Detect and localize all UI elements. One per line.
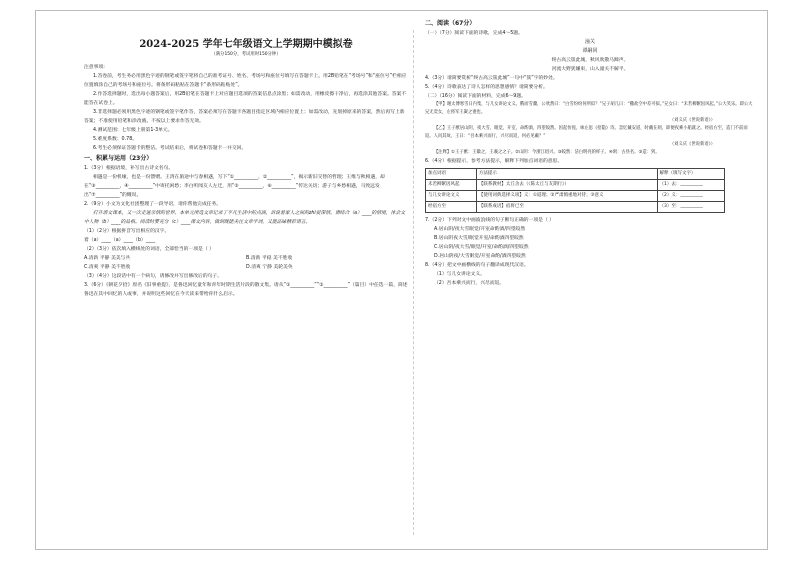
q6-stem: 6.（4分）根据提示，参考方法提示，解释下列加点词语的意思。 — [425, 159, 563, 164]
q2-stem: 2.（9分）小文为文化社团整理了一段导语，请你帮他完成任务。 — [84, 202, 222, 207]
table-header-cell: 解释（填写文字） — [657, 169, 724, 180]
option-b: B.清新 平稳 美不胜收 — [246, 256, 293, 261]
poem-line: 河流大野犹嫌束，山入潼关不解平。 — [551, 67, 629, 72]
part1-heading: 一、积累与运用（23分） — [84, 155, 153, 162]
right-column — [425, 18, 755, 288]
column-divider — [413, 30, 414, 535]
poem-title: 潼关 — [584, 39, 595, 45]
q7-option: A.居山阴/夜大雪眠觉/开室命酌酒/四望皎然 — [434, 227, 526, 232]
option-d: D.清爽 宁静 美轮美奂 — [246, 265, 293, 270]
notice-heading: 注意事项: — [84, 65, 105, 70]
notice-item: 2.作答选择题时，选出每小题答案后，用2B铅笔在答题卡上对应题目选项的答案信息点涂黑；如需改动，用橡皮擦干净后，再选涂其他答案。答案不能答在试卷上。 — [84, 92, 407, 106]
text-yi-source: （刘义庆《世说新语》） — [669, 142, 715, 147]
notice-item: 4.测试范围：七年级上册第1-3单元。 — [93, 128, 173, 133]
exam-title: 2024-2025 学年七年级语文上学期期中模拟卷 — [139, 39, 353, 50]
text-jia-source: （刘义庆《世说新语》） — [669, 118, 715, 123]
q7-option: C.居山阴/夜大雪/眠觉/开室/命酌酒/四望皎然 — [434, 245, 529, 250]
table-cell: 与儿女讲论文义 — [426, 191, 477, 202]
part2-heading: 二、阅读（67分） — [425, 20, 476, 27]
left-column — [84, 18, 408, 299]
table-header-row — [426, 169, 725, 180]
q2-sub1: （1）（2分）根据拼音写出相应的汉字。 — [84, 229, 170, 234]
q7-option: B.居山阴夜大雪/眠觉开室/命酌酒四望皎然 — [434, 236, 524, 241]
q2-options-row2 — [84, 263, 408, 272]
table-header-cell: 加点词语 — [426, 169, 477, 180]
notice-item: 1.答卷前，考生务必用黑色字迹的钢笔或签字笔将自己的准考证号、姓名、考场号和座位号填写在答题卡上。用2B铅笔在“考场号”和“座位号”栏相应位置填涂自己的考场号和座位号。将条形码粘贴在答题卡“条形码粘贴处”。 — [84, 74, 407, 88]
table-cell: 【联系教材】太丘舍去（《陈太丘与友期行》） — [476, 180, 657, 191]
sec1-heading: （一）（7分）阅读下面的诗歌，完成4～5题。 — [425, 31, 523, 36]
q4-stem: 4.（3分）请简要赏析“终古高云簇此城”一句中“簇”字的妙处。 — [425, 76, 558, 81]
q7-option: D.居山阴夜/大雪眠觉/开室命酌/酒四望皎然 — [434, 254, 526, 259]
sec2-heading: （二）（16分）阅读下面的材料，完成6～9题。 — [425, 94, 526, 99]
table-cell: （2）义：__________ — [657, 191, 724, 202]
q5-stem: 5.（4分）诗歌表达了诗人怎样的思想感情？请简要分析。 — [425, 85, 548, 90]
method-table — [425, 168, 725, 213]
q2-sub1-blanks: 着（a）____（a）____（b）____ — [84, 238, 156, 243]
table-cell: （1）去：__________ — [657, 180, 724, 191]
option-c: C.清爽 平静 美不胜收 — [84, 265, 131, 270]
q3-stem: 3.（6分）《朝花夕拾》原名《旧事重提》，是鲁迅回忆童年和青年时期生活片段的散文集。请从“①__________”“②__________”（篇目）中任选一篇，简述鲁迅在其中回忆的人或事，并说明这些回忆在今天读来带给你什么启示。 — [84, 283, 408, 297]
table-cell: 经宿方至 — [426, 202, 477, 213]
notice-item: 5.难度系数：0.78。 — [93, 137, 138, 142]
text-yi: 【乙】王子猷居山阴，夜大雪，眠觉，开室，命酌酒，四望皎然。因起彷徨，咏左思《招隐》诗。忽忆戴安道，时戴在剡，即便夜乘小船就之。经宿方至，造门不前而返。人问其故，王曰：“吾本乘兴而行，兴尽而返，何必见戴？” — [425, 126, 748, 139]
annotation-note: 【注释】①王子猷：王徽之，王羲之之子。②山阴：今浙江绍兴。③皎然：洁白明亮的样子。④剡：古县名。⑤造：到。 — [434, 150, 660, 155]
q8-item: （1）与儿女讲论文义。 — [434, 272, 486, 277]
poem-author: 谭嗣同 — [582, 48, 598, 54]
q2-options-row1 — [84, 254, 408, 263]
table-row — [426, 202, 725, 213]
exam-subtitle: （满分150分，考试用时150分钟） — [211, 52, 281, 57]
poem-line: 终古高云簇此城，秋风吹散马蹄声。 — [551, 58, 629, 63]
q2-sub2: （2）（3分）依次填入横线处的词语，全部恰当的一项是（ ） — [84, 247, 214, 252]
table-cell: 【使用词典选择义项】义：①道理；②严肃慎重地对待；③意义 — [476, 191, 657, 202]
notice-item: 3.非选择题必须用黑色字迹的钢笔或签字笔作答，答案必须写在答题卡各题目指定区域内相应位置上；如需改动，先划掉原来的答案，然后再写上新答案；不准使用铅笔和涂改液。不按以上要求作答无效。 — [84, 110, 405, 124]
q7-stem: 7.（2分）下列对文中画波浪线的句子断句正确的一项是（ ） — [425, 218, 555, 223]
table-cell: 【联系成语】宿将已至 — [476, 202, 657, 213]
text-jia: 【甲】谢太傅寒雪日内集，与儿女讲论文义。俄而雪骤，公欣然曰：“白雪纷纷何所似？”兄子胡儿曰：“撒盐空中差可拟。”兄女曰：“未若柳絮因风起。”公大笑乐。即公大兄无奕女，左将军王凝之妻也。 — [425, 102, 753, 115]
table-cell: 未若柳絮因风起 — [426, 180, 477, 191]
table-row — [426, 191, 725, 202]
q1-stem: 1.（3分）根据语境，补写出古诗文名句。 — [84, 166, 174, 171]
option-a: A.清新 平静 美美与共 — [84, 256, 131, 261]
table-cell: （3）至：__________ — [657, 202, 724, 213]
q1-text: 相遇是一份机缘，也是一份馈赠。王湾在旅途中与春相遇，写下“①__________，②__________”，揭示新旧交替的哲理；王维与秋相遇，却在“③__________，④__________”中寄托闲愁；李白听闻友人左迁，用“⑤__________，⑥__________”传达关切；游子与乡愁相遇，马致远发出“⑦__________”的慨叹。 — [84, 175, 385, 198]
q8-item: （2）吾本乘兴而行，兴尽而返。 — [434, 281, 505, 286]
table-header-cell: 方法提示 — [476, 169, 657, 180]
table-row — [426, 180, 725, 191]
q8-stem: 8.（4分）把文中画横线的句子翻译成现代汉语。 — [425, 263, 529, 268]
q2-sub3: （3）（4分）这段话中有一个病句，请修改并写出修改后的句子。 — [84, 274, 223, 279]
notice-item: 6.考生必须保证答题卡的整洁。考试结束后，将试卷和答题卡一并交回。 — [93, 146, 247, 151]
q2-text: 打开语文课本，又一次走进亲情的世界。本单元所选文章记录了平凡生活中的点滴，诉说着家人之间的zhì爱深情。请结合（a）____的情境，体会文中人物（b）____的品格。阅读时要充分（c）____课文内容，做到既能关注文章字词，又能品味精彩语言。 — [84, 211, 406, 225]
